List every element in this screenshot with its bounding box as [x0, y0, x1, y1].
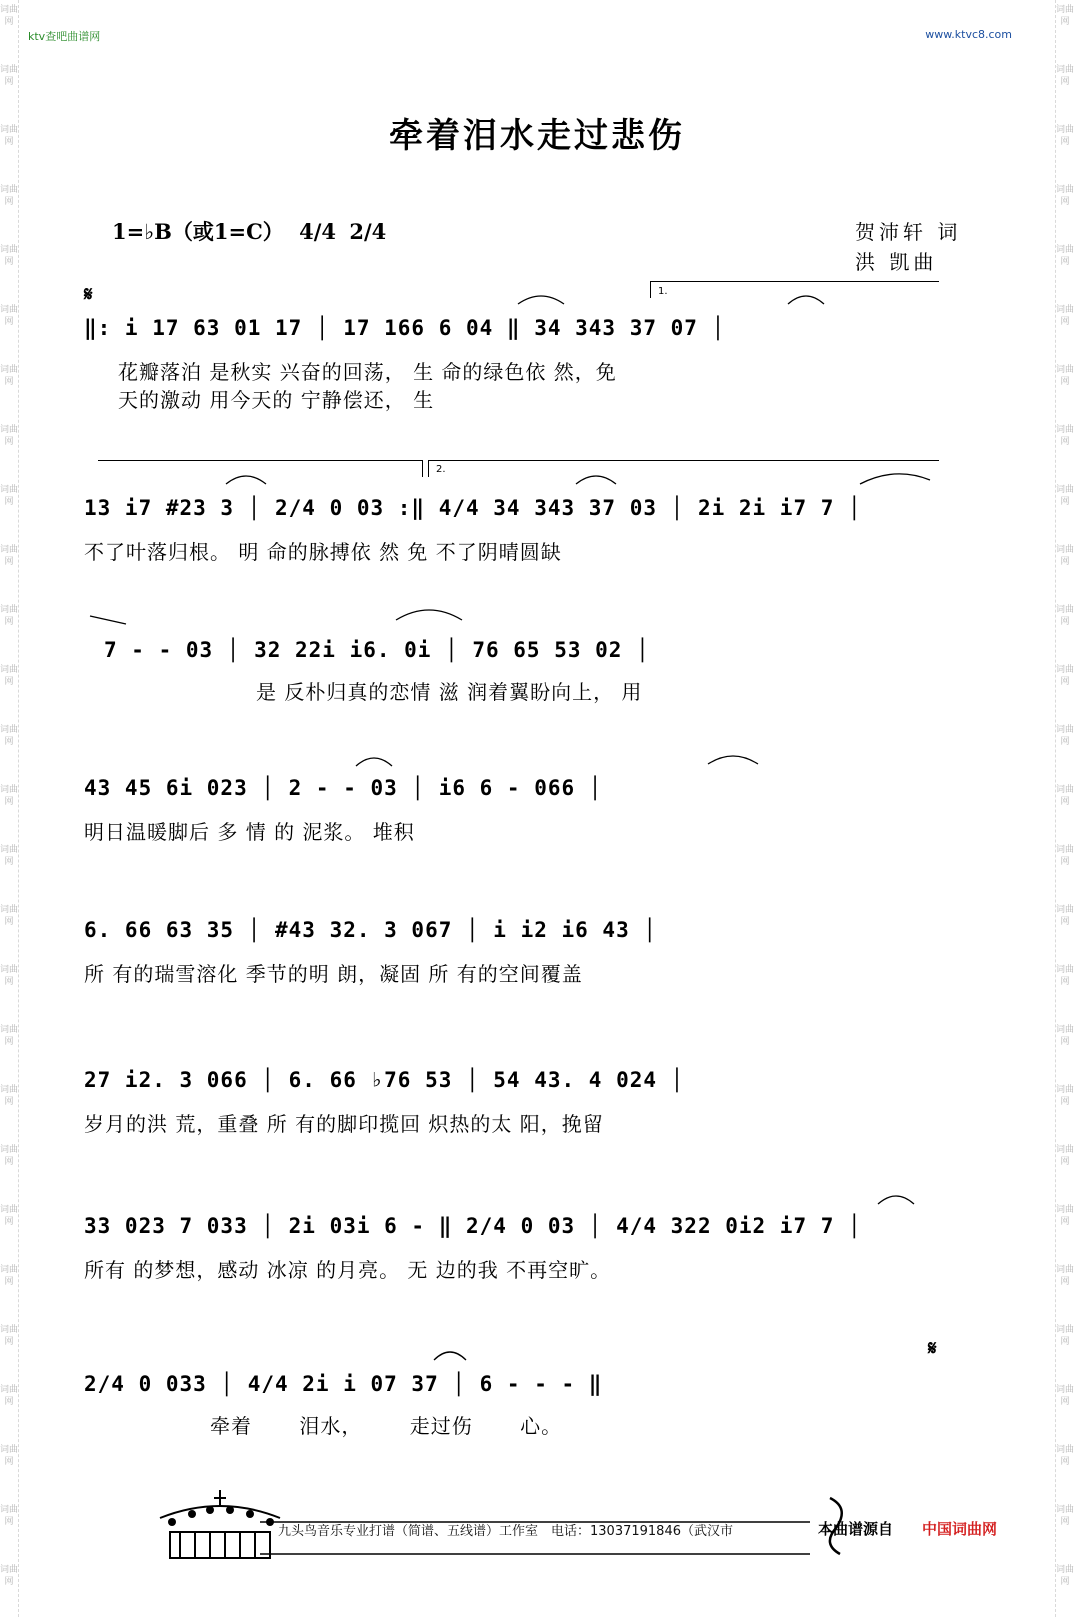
watermark-stamp: 词曲网 — [1056, 725, 1074, 747]
watermark-stamp: 词曲网 — [1056, 545, 1074, 567]
right-site-watermark: www.ktvc8.com — [925, 28, 1012, 41]
time-signature-primary: 4/4 — [299, 219, 337, 244]
composer-credit: 洪 凯曲 — [855, 250, 938, 274]
score-row-4-notes: 43 45 6i 023 │ 2 - - 03 │ i6 6 - 066 │ — [84, 776, 603, 800]
watermark-stamp: 词曲网 — [0, 245, 19, 267]
watermark-stamp: 词曲网 — [1056, 1205, 1074, 1227]
watermark-stamp: 词曲网 — [1056, 605, 1074, 627]
watermark-stamp: 词曲网 — [0, 1445, 19, 1467]
slur-row4-b — [706, 750, 760, 766]
footer-brand: 中国词曲网 — [922, 1520, 998, 1538]
score-row-7-notes: 33 023 7 033 │ 2i 03i 6 - ‖ 2/4 0 03 │ 4/4 322 0i2 i7 7 │ — [84, 1214, 862, 1238]
watermark-stamp: 词曲网 — [0, 1505, 19, 1527]
watermark-stamp: 词曲网 — [1056, 65, 1074, 87]
watermark-stamp: 词曲网 — [1056, 845, 1074, 867]
watermark-stamp: 词曲网 — [0, 1145, 19, 1167]
slur-row2-c — [858, 470, 932, 486]
slur-row3-b — [394, 604, 464, 622]
watermark-stamp: 词曲网 — [0, 725, 19, 747]
score-row-2-lyrics: 不了叶落归根。 明 命的脉搏依 然 免 不了阴晴圆缺 — [84, 540, 562, 564]
score-row-6-notes: 27 i2. 3 066 │ 6. 66 ♭76 53 │ 54 43. 4 024 │ — [84, 1068, 685, 1092]
watermark-stamp: 词曲网 — [0, 5, 19, 27]
watermark-stamp: 词曲网 — [0, 485, 19, 507]
watermark-stamp: 词曲网 — [1056, 5, 1074, 27]
watermark-stamp: 词曲网 — [1056, 965, 1074, 987]
score-row-2-notes: 13 i7 #23 3 │ 2/4 0 03 :‖ 4/4 34 343 37 03 │ 2i 2i i7 7 │ — [84, 496, 862, 520]
watermark-stamp: 词曲网 — [0, 1325, 19, 1347]
footer-source-label: 本曲谱源自 — [818, 1520, 894, 1538]
song-title: 牵着泪水走过悲伤 — [389, 116, 685, 156]
left-site-watermark: ktv查吧曲谱网 — [28, 30, 101, 43]
left-watermark-strip — [0, 0, 19, 1617]
watermark-stamp: 词曲网 — [0, 1265, 19, 1287]
watermark-stamp: 词曲网 — [0, 845, 19, 867]
slur-row2-b — [574, 470, 618, 486]
watermark-stamp: 词曲网 — [1056, 485, 1074, 507]
watermark-stamp: 词曲网 — [0, 1385, 19, 1407]
slur-row4-a — [354, 752, 394, 768]
watermark-stamp: 词曲网 — [1056, 125, 1074, 147]
watermark-stamp: 词曲网 — [1056, 1565, 1074, 1587]
slur-row1-a — [516, 290, 566, 306]
segno-end: 𝄋 — [928, 1336, 937, 1360]
watermark-stamp: 词曲网 — [0, 1205, 19, 1227]
slur-row1-b — [786, 290, 826, 306]
watermark-stamp: 词曲网 — [0, 605, 19, 627]
watermark-stamp: 词曲网 — [0, 365, 19, 387]
watermark-stamp: 词曲网 — [0, 185, 19, 207]
watermark-stamp: 词曲网 — [1056, 1445, 1074, 1467]
volta-2-label: 2. — [436, 464, 446, 475]
score-row-5-lyrics: 所 有的瑞雪溶化 季节的明 朗，凝固 所 有的空间覆盖 — [84, 962, 583, 986]
score-row-8-notes: 2/4 0 033 │ 4/4 2i i 07 37 │ 6 - - - ‖ — [84, 1372, 603, 1396]
score-row-4-lyrics: 明日温暖脚后 多 情 的 泥浆。 堆积 — [84, 820, 415, 844]
watermark-stamp: 词曲网 — [1056, 1025, 1074, 1047]
watermark-stamp: 词曲网 — [0, 305, 19, 327]
score-row-1-lyrics-verse2: 天的激动 用今天的 宁静偿还， 生 — [118, 388, 435, 412]
watermark-stamp: 词曲网 — [1056, 1085, 1074, 1107]
slur-row3-a — [88, 610, 128, 626]
score-row-1-notes: ‖: i 17 63 01 17 │ 17 166 6 04 ‖ 34 343 37 07 │ — [84, 316, 726, 340]
segno-start: 𝄋 — [84, 282, 93, 306]
watermark-stamp: 词曲网 — [1056, 1385, 1074, 1407]
footer-studio-text: 九头鸟音乐专业打谱（简谱、五线谱）工作室 电话：13037191846（武汉市 — [278, 1524, 733, 1539]
score-row-5-notes: 6. 66 63 35 │ #43 32. 3 067 │ i i2 i6 43 │ — [84, 918, 658, 942]
watermark-stamp: 词曲网 — [0, 965, 19, 987]
watermark-stamp: 词曲网 — [1056, 1265, 1074, 1287]
watermark-stamp: 词曲网 — [1056, 245, 1074, 267]
watermark-stamp: 词曲网 — [1056, 905, 1074, 927]
score-row-8-lyrics: 牵着 泪水， 走过伤 心。 — [210, 1414, 563, 1438]
watermark-stamp: 词曲网 — [1056, 785, 1074, 807]
score-row-6-lyrics: 岁月的洪 荒，重叠 所 有的脚印揽回 炽热的太 阳，挽留 — [84, 1112, 604, 1136]
lyricist-credit: 贺沛轩 词 — [855, 220, 962, 244]
right-watermark-strip — [1055, 0, 1074, 1617]
score-row-3-notes: 7 - - 03 │ 32 22i i6. 0i │ 76 65 53 02 │ — [104, 638, 650, 662]
watermark-stamp: 词曲网 — [0, 1565, 19, 1587]
watermark-stamp: 词曲网 — [1056, 185, 1074, 207]
score-row-1-lyrics-verse1: 花瓣落泊 是秋实 兴奋的回荡， 生 命的绿色依 然，免 — [118, 360, 617, 384]
watermark-stamp: 词曲网 — [1056, 1325, 1074, 1347]
volta-1-label: 1. — [658, 286, 668, 297]
slur-row8-a — [432, 1346, 468, 1362]
watermark-stamp: 词曲网 — [1056, 665, 1074, 687]
watermark-stamp: 词曲网 — [1056, 1145, 1074, 1167]
watermark-stamp: 词曲网 — [0, 125, 19, 147]
watermark-stamp: 词曲网 — [1056, 425, 1074, 447]
watermark-stamp: 词曲网 — [0, 1025, 19, 1047]
watermark-stamp: 词曲网 — [1056, 365, 1074, 387]
watermark-stamp: 词曲网 — [0, 1085, 19, 1107]
watermark-stamp: 词曲网 — [0, 665, 19, 687]
watermark-stamp: 词曲网 — [1056, 1505, 1074, 1527]
watermark-stamp: 词曲网 — [0, 425, 19, 447]
score-row-3-lyrics: 是 反朴归真的恋情 滋 润着翼盼向上， 用 — [256, 680, 643, 704]
score-row-7-lyrics: 所有 的梦想，感动 冰凉 的月亮。 无 边的我 不再空旷。 — [84, 1258, 612, 1282]
watermark-stamp: 词曲网 — [0, 545, 19, 567]
watermark-stamp: 词曲网 — [1056, 305, 1074, 327]
time-signature-secondary: 2/4 — [349, 219, 387, 244]
watermark-stamp: 词曲网 — [0, 785, 19, 807]
key-text: 1=♭B（或1=C） — [112, 219, 284, 244]
key-signature — [112, 216, 386, 246]
watermark-stamp: 词曲网 — [0, 65, 19, 87]
watermark-stamp: 词曲网 — [0, 905, 19, 927]
slur-row2-a — [224, 470, 268, 486]
slur-row7-a — [876, 1190, 916, 1206]
